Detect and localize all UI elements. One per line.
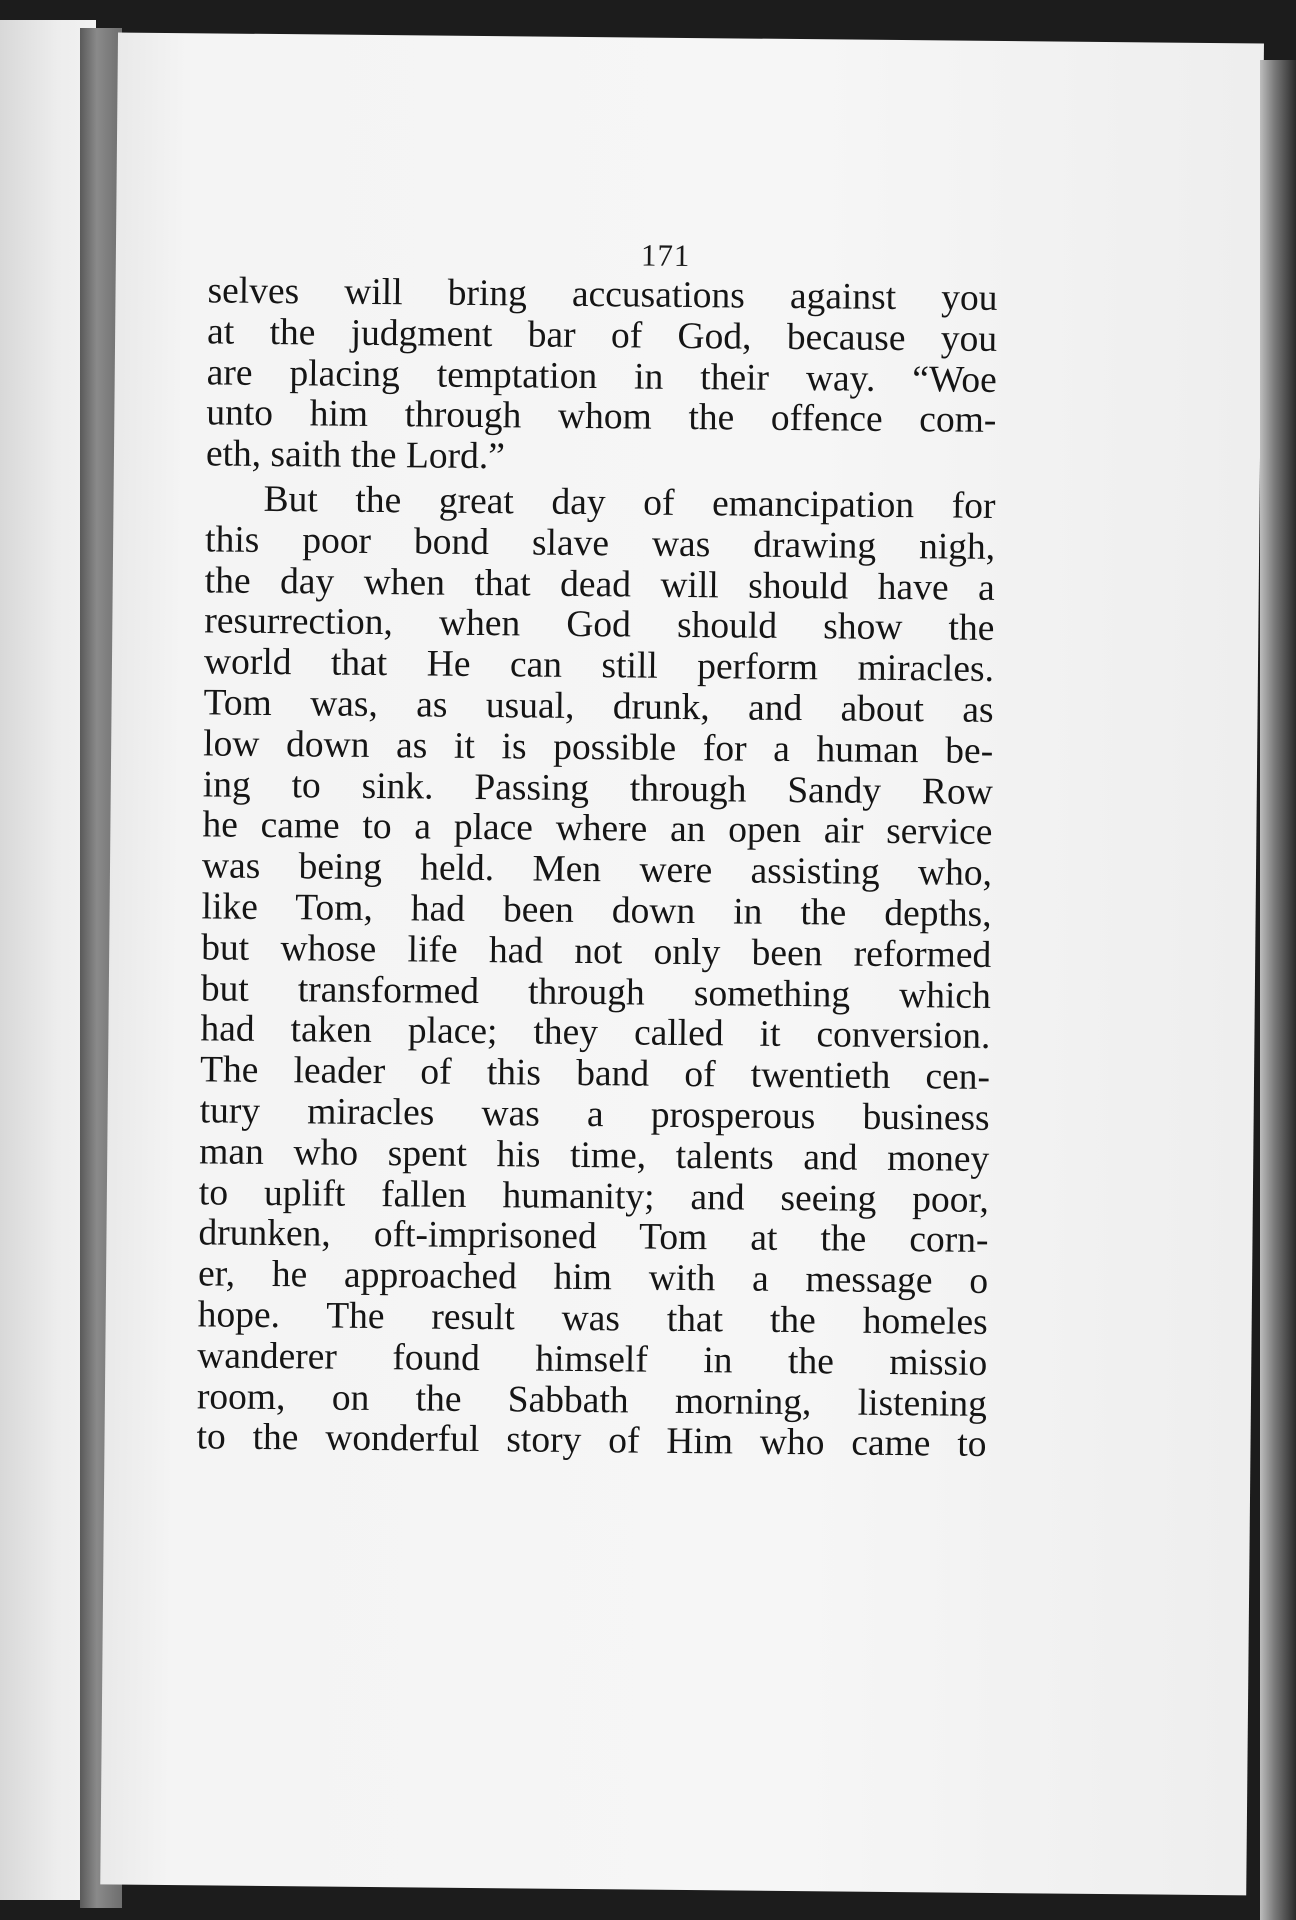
text-line: room, on the Sabbath morning, listening bbox=[196, 1375, 988, 1425]
page-stack-edge bbox=[1260, 60, 1296, 1920]
text-line: eth, saith the Lord.” bbox=[205, 433, 506, 478]
text-line: man who spent his time, talents and money bbox=[199, 1131, 990, 1180]
page-number: 171 bbox=[640, 237, 691, 274]
text-line: But the great day of emancipation for bbox=[263, 478, 996, 527]
text-line: are placing temptation in their way. “Woe bbox=[206, 351, 997, 401]
book-page bbox=[100, 32, 1264, 1895]
text-line: hope. The result was that the homeles bbox=[197, 1294, 988, 1343]
text-line: to the wonderful story of Him who came to bbox=[196, 1416, 987, 1466]
text-line: at the judgment bar of God, because you bbox=[206, 311, 998, 360]
text-line: had taken place; they called it conversion. bbox=[200, 1008, 991, 1058]
text-line: unto him through whom the offence com- bbox=[206, 392, 997, 442]
text-line: drunken, oft-imprisoned Tom at the corn- bbox=[198, 1212, 989, 1262]
text-line: but transformed through something which bbox=[200, 967, 992, 1017]
text-line: world that He can still perform miracles. bbox=[203, 641, 995, 691]
text-line: low down as it is possible for a human be- bbox=[203, 723, 994, 772]
text-line: resurrection, when God should show the bbox=[204, 600, 995, 650]
text-line: selves will bring accusations against you bbox=[207, 270, 998, 319]
text-line: The leader of this band of twentieth cen- bbox=[199, 1049, 991, 1099]
text-line: but whose life had not only been reformed bbox=[201, 927, 992, 976]
body-text bbox=[196, 271, 997, 1466]
text-line: like Tom, had been down in the depths, bbox=[201, 886, 992, 935]
text-line: Tom was, as usual, drunk, and about as bbox=[203, 682, 994, 731]
text-line: this poor bond slave was drawing nigh, bbox=[204, 519, 996, 568]
text-line: he came to a place where an open air service bbox=[202, 804, 993, 854]
text-line: er, he approached him with a message o bbox=[197, 1253, 989, 1303]
text-line: to uplift fallen humanity; and seeing poor, bbox=[198, 1171, 990, 1221]
text-line: the day when that dead will should have a bbox=[204, 559, 995, 609]
text-line: wanderer found himself in the missio bbox=[197, 1335, 988, 1384]
text-line: ing to sink. Passing through Sandy Row bbox=[202, 763, 993, 813]
text-line: tury miracles was a prosperous business bbox=[199, 1090, 990, 1139]
text-line: was being held. Men were assisting who, bbox=[201, 845, 993, 895]
